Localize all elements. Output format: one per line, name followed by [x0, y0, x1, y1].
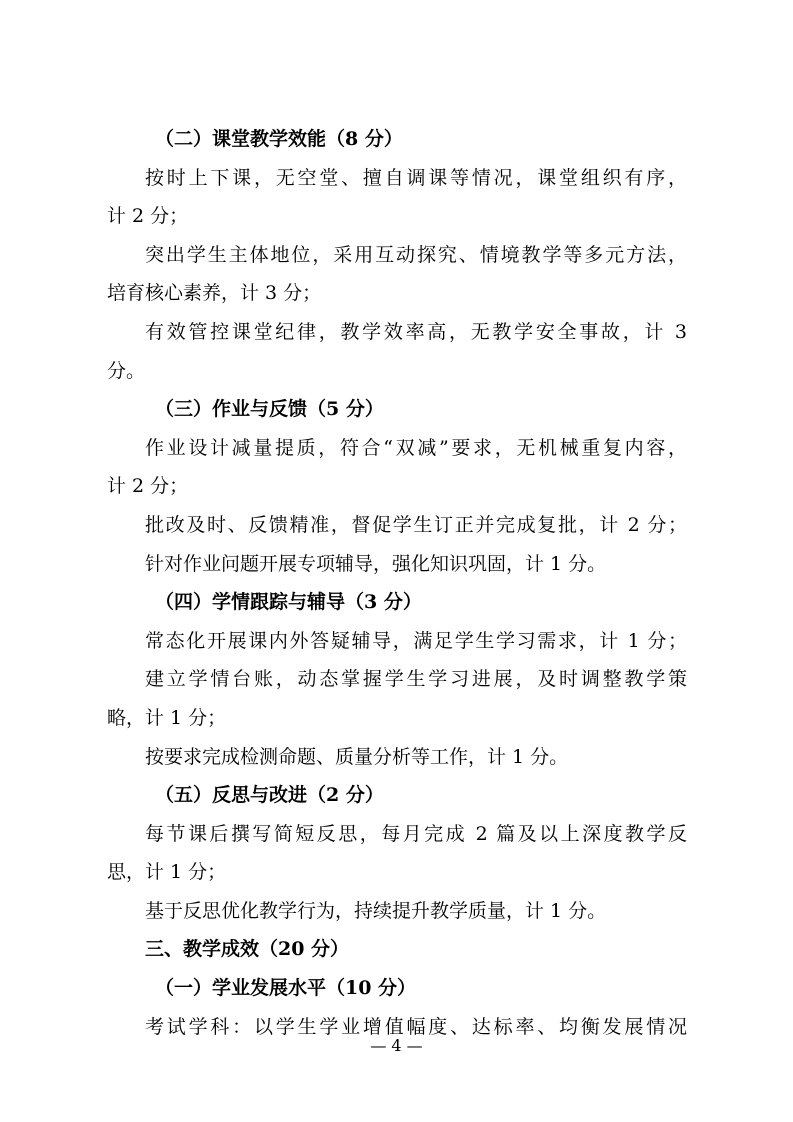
paragraph-line: 按要求完成检测命题、质量分析等工作，计 1 分。: [145, 745, 569, 768]
paragraph-line: 每节课后撰写简短反思，每月完成 2 篇及以上深度教学反: [145, 822, 687, 845]
section-heading: （三）作业与反馈（5 分）: [155, 398, 384, 421]
page-number: — 4 —: [370, 1036, 423, 1055]
paragraph-line: 思，计 1 分；: [107, 861, 227, 884]
paragraph-line: 基于反思优化教学行为，持续提升教学质量，计 1 分。: [145, 899, 607, 922]
paragraph-line: 培育核心素养，计 3 分；: [107, 282, 322, 305]
paragraph-line: 突出学生主体地位，采用互动探究、情境教学等多元方法，: [145, 243, 687, 266]
paragraph-line: 建立学情台账，动态掌握学生学习进展，及时调整教学策: [145, 668, 687, 691]
paragraph-line: 常态化开展课内外答疑辅导，满足学生学习需求，计 1 分；: [145, 629, 687, 652]
paragraph-line: 按时上下课，无空堂、擅自调课等情况，课堂组织有序，: [145, 166, 687, 189]
section-heading: （四）学情跟踪与辅导（3 分）: [155, 591, 422, 614]
paragraph-line: 略，计 1 分；: [107, 706, 227, 729]
section-heading: （五）反思与改进（2 分）: [155, 784, 384, 807]
paragraph-line: 针对作业问题开展专项辅导，强化知识巩固，计 1 分。: [145, 552, 607, 575]
paragraph-line: 批改及时、反馈精准，督促学生订正并完成复批，计 2 分；: [145, 513, 687, 536]
chapter-heading: 三、教学成效（20 分）: [145, 938, 350, 961]
section-heading: （一）学业发展水平（10 分）: [155, 977, 417, 1000]
document-body: [107, 120, 687, 1046]
section-heading: （二）课堂教学效能（8 分）: [155, 128, 403, 150]
paragraph-line: 作业设计减量提质，符合“双减”要求，无机械重复内容，: [145, 436, 687, 459]
paragraph-line: 考试学科：以学生学业增值幅度、达标率、均衡发展情况: [145, 1015, 687, 1038]
paragraph-line: 计 2 分；: [107, 205, 189, 228]
paragraph-line: 有效管控课堂纪律，教学效率高，无教学安全事故，计 3: [145, 320, 687, 343]
paragraph-line: 分。: [107, 359, 146, 382]
paragraph-line: 计 2 分；: [107, 475, 189, 498]
